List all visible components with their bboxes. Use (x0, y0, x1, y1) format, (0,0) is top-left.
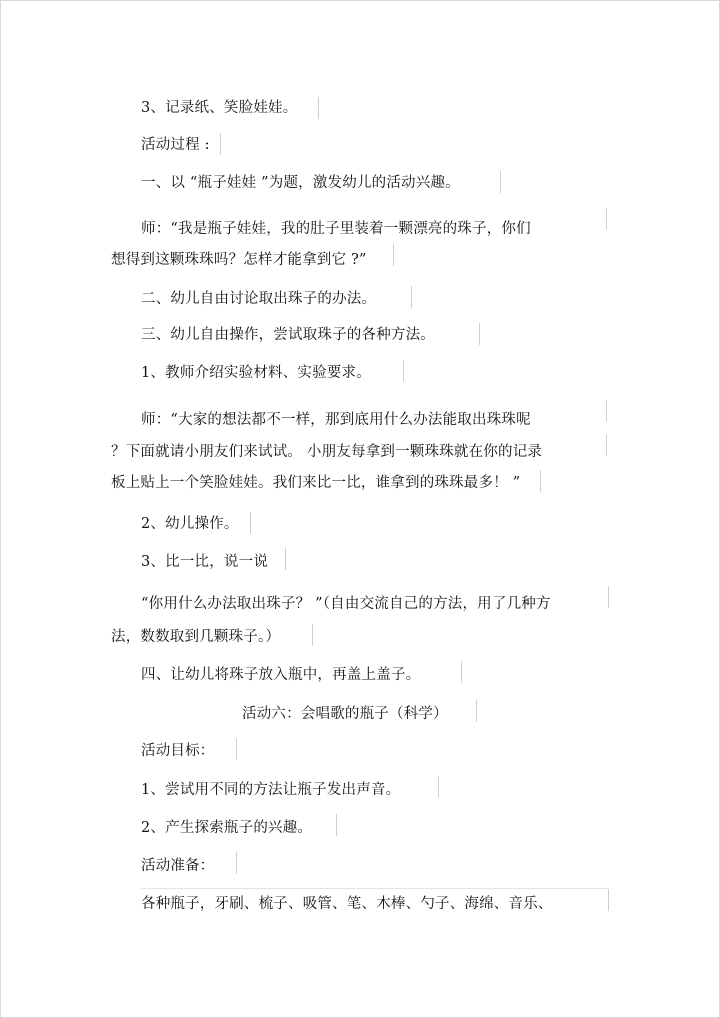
heading-activity-goals: 活动目标： (141, 743, 215, 759)
line-end-mark (606, 208, 607, 230)
line-end-mark (606, 400, 607, 422)
text-line-step-2: 二、幼儿自由讨论取出珠子的办法。 (141, 291, 377, 307)
text-line-substep-2: 2、幼儿操作。 (141, 516, 239, 532)
line-end-mark (403, 360, 404, 382)
line-end-mark (236, 852, 237, 874)
line-end-mark (606, 434, 607, 456)
line-end-mark (285, 548, 286, 570)
text-line-teacher-speech-1a: 师：“我是瓶子娃娃，我的肚子里装着一颗漂亮的珠子，你们 (141, 221, 531, 237)
heading-activity-preparation: 活动准备： (141, 858, 215, 874)
line-end-mark (393, 244, 394, 266)
line-end-mark (411, 286, 412, 308)
text-line-question-a: “你用什么办法取出珠子？ ”（自由交流自己的方法，用了几种方 (141, 596, 551, 612)
text-line-teacher-speech-2a: 师：“大家的想法都不一样，那到底用什么办法能取出珠珠呢 (141, 412, 531, 428)
line-end-mark (476, 700, 477, 722)
text-line-teacher-speech-2b: ？下面就请小朋友们来试试。 小朋友每拿到一颗珠珠就在你的记录 (111, 444, 543, 460)
text-line-substep-3: 3、比一比，说一说 (141, 554, 269, 570)
text-line-step-1: 一、以 “瓶子娃娃 ”为题，激发幼儿的活动兴趣。 (141, 175, 460, 191)
line-end-mark (438, 776, 439, 798)
line-end-mark (500, 171, 501, 193)
text-line-teacher-speech-2c: 板上贴上一个笑脸娃娃。我们来比一比，谁拿到的珠珠最多！ ” (111, 475, 521, 491)
text-line-question-b: 法，数数取到几颗珠子。） (111, 629, 281, 645)
line-end-mark (318, 97, 319, 119)
heading-activity-process: 活动过程 : (141, 137, 210, 153)
text-line-goal-2: 2、产生探索瓶子的兴趣。 (141, 820, 313, 836)
text-box-edge (141, 888, 608, 889)
line-end-mark (608, 586, 609, 608)
text-line-step-3: 三、幼儿自由操作，尝试取珠子的各种方法。 (141, 327, 435, 343)
text-line-materials-3: 3、记录纸、笑脸娃娃。 (141, 100, 298, 116)
line-end-mark (336, 814, 337, 836)
line-end-mark (250, 512, 251, 534)
text-line-goal-1: 1、尝试用不同的方法让瓶子发出声音。 (141, 782, 401, 798)
line-end-mark (312, 624, 313, 646)
text-line-teacher-speech-1b: 想得到这颗珠珠吗？怎样才能拿到它 ?” (111, 252, 367, 268)
line-end-mark (608, 889, 609, 911)
section-title-activity-6: 活动六：会唱歌的瓶子（科学） (242, 706, 448, 722)
line-end-mark (479, 323, 480, 345)
line-end-mark (540, 470, 541, 492)
text-line-substep-1: 1、教师介绍实验材料、实验要求。 (141, 365, 371, 381)
line-end-mark (461, 661, 462, 683)
text-line-step-4: 四、让幼儿将珠子放入瓶中，再盖上盖子。 (141, 667, 421, 683)
line-end-mark (220, 133, 221, 155)
line-end-mark (236, 738, 237, 760)
text-line-materials-list: 各种瓶子，牙刷、梳子、吸管、笔、木棒、勺子、海绵、音乐、 (141, 896, 553, 912)
